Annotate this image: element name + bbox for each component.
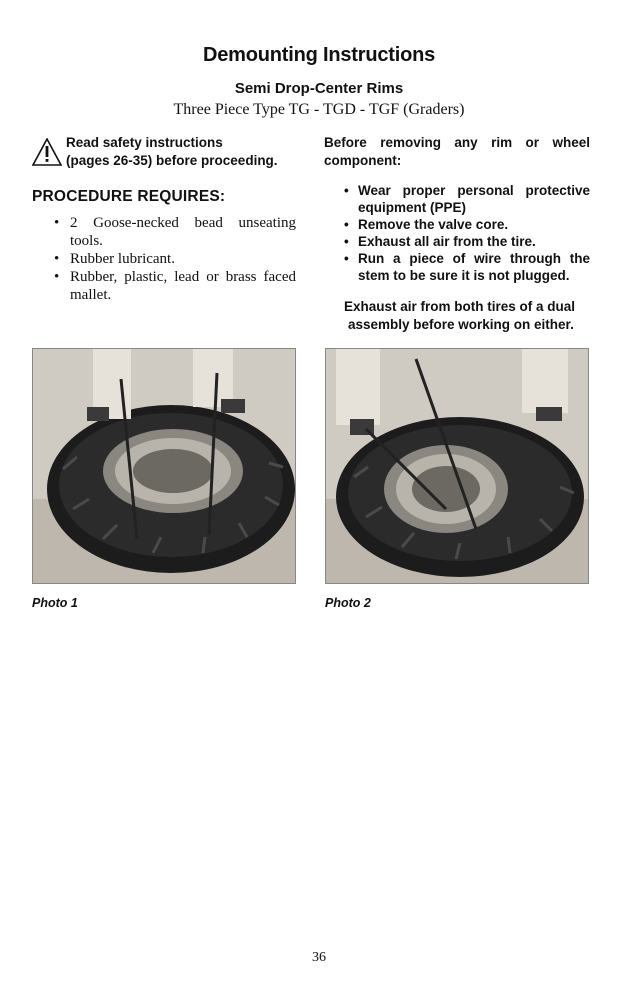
list-item: • Rubber lubricant. <box>54 250 296 268</box>
rim-type-heading: Three Piece Type TG - TGD - TGF (Graders) <box>173 101 465 118</box>
page-number: 36 <box>312 950 326 965</box>
precautions-intro: Before removing any rim or wheel component: <box>324 135 590 168</box>
page-subtitle: Semi Drop-Center Rims <box>234 80 404 97</box>
safety-line-1: Read safety instructions <box>66 135 223 150</box>
list-item: • 2 Goose-necked bead unseating tools. <box>54 214 296 250</box>
photo-1-image <box>32 348 296 584</box>
photo-2-caption: Photo 2 <box>325 596 371 610</box>
exhaust-line-2: assembly before working on either. <box>348 317 574 332</box>
right-column <box>324 134 590 334</box>
tire-photo-2-illustration <box>326 349 588 583</box>
dual-assembly-warning <box>344 298 590 334</box>
photo-1-caption: Photo 1 <box>32 596 78 610</box>
warning-triangle-icon <box>32 138 62 166</box>
list-item: • Wear proper personal protective equipment (PPE) <box>344 182 590 216</box>
left-column <box>32 134 296 304</box>
safety-text <box>66 134 278 170</box>
procedure-list <box>32 214 296 304</box>
procedure-heading: PROCEDURE REQUIRES: <box>32 188 226 205</box>
list-item: • Exhaust all air from the tire. <box>344 233 590 250</box>
photo-2-image <box>325 348 589 584</box>
safety-line-2: (pages 26-35) before proceeding. <box>66 153 278 168</box>
exhaust-line-1: Exhaust air from both tires of a dual <box>344 299 576 314</box>
tire-photo-1-illustration <box>33 349 295 583</box>
safety-notice <box>32 134 296 174</box>
page-title: Demounting Instructions <box>202 44 436 66</box>
list-item: • Rubber, plastic, lead or brass faced mallet. <box>54 268 296 304</box>
list-item: • Run a piece of wire through the stem to be sure it is not plugged. <box>344 250 590 284</box>
precautions-list <box>324 182 590 284</box>
list-item: • Remove the valve core. <box>344 216 590 233</box>
